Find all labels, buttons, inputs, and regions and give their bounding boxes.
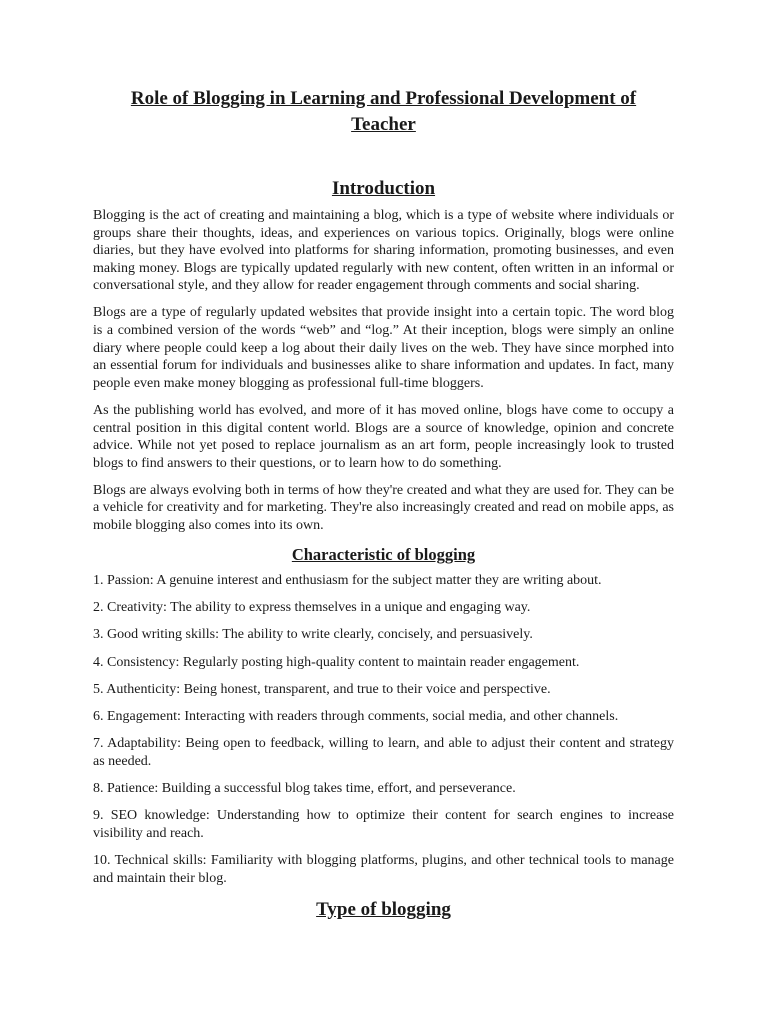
list-item: 4. Consistency: Regularly posting high-quality content to maintain reader engagement. bbox=[93, 654, 580, 670]
list-item: 5. Authenticity: Being honest, transparent, and true to their voice and perspective. bbox=[93, 681, 551, 697]
list-item: 10. Technical skills: Familiarity with blogging platforms, plugins, and other technical tools to manage and maintain their blog. bbox=[93, 852, 674, 886]
introduction-paragraph: Blogs are always evolving both in terms of how they're created and what they are used for. They can be a vehicle for creativity and for marketing. They're also increasingly created and read on mobile apps, as mobile blogging also comes into its own. bbox=[93, 482, 674, 533]
list-item: 2. Creativity: The ability to express themselves in a unique and engaging way. bbox=[93, 600, 531, 616]
list-item: 9. SEO knowledge: Understanding how to optimize their content for search engines to increase visibility and reach. bbox=[93, 808, 674, 841]
list-item: 1. Passion: A genuine interest and enthusiasm for the subject matter they are writing about. bbox=[93, 573, 602, 589]
type-of-blogging-heading: Type of blogging bbox=[316, 898, 451, 920]
introduction-paragraph: Blogging is the act of creating and maintaining a blog, which is a type of website where individuals or groups share their thoughts, ideas, and experiences on various topics. Originally, blogs were online diaries, but they have evolved into platforms for sharing information, promoting businesses, and even making money. Blogs are typically updated regularly with new content, often written in an informal or conversational style, and they allow for reader engagement through comments and social sharing. bbox=[93, 208, 674, 294]
document-page bbox=[93, 86, 674, 923]
list-item: 6. Engagement: Interacting with readers through comments, social media, and other channels. bbox=[93, 709, 619, 725]
characteristics-list bbox=[93, 572, 674, 887]
introduction-section bbox=[93, 207, 674, 535]
document-title: Role of Blogging in Learning and Professional Development of Teacher bbox=[130, 88, 637, 135]
introduction-paragraph: As the publishing world has evolved, and more of it has moved online, blogs have come to occupy a central position in this digital content world. Blogs are a source of knowledge, opinion and concrete advice. While not yet posed to replace journalism as an art form, people increasingly look to trusted blogs to find answers to their questions, or to learn how to do something. bbox=[93, 402, 674, 471]
introduction-heading: Introduction bbox=[331, 178, 436, 199]
introduction-paragraph: Blogs are a type of regularly updated websites that provide insight into a certain topic. The word blog is a combined version of the words “web” and “log.” At their inception, blogs were simply an online diary where people could keep a log about their daily lives on the web. They have since morphed into an essential forum for individuals and businesses alike to share information and updates. In fact, many people even make money blogging as professional full-time bloggers. bbox=[93, 305, 674, 391]
list-item: 8. Patience: Building a successful blog takes time, effort, and perseverance. bbox=[93, 781, 516, 796]
list-item: 7. Adaptability: Being open to feedback, willing to learn, and able to adjust their content and strategy as needed. bbox=[93, 736, 674, 769]
characteristic-heading: Characteristic of blogging bbox=[291, 545, 476, 565]
list-item: 3. Good writing skills: The ability to write clearly, concisely, and persuasively. bbox=[93, 627, 533, 643]
